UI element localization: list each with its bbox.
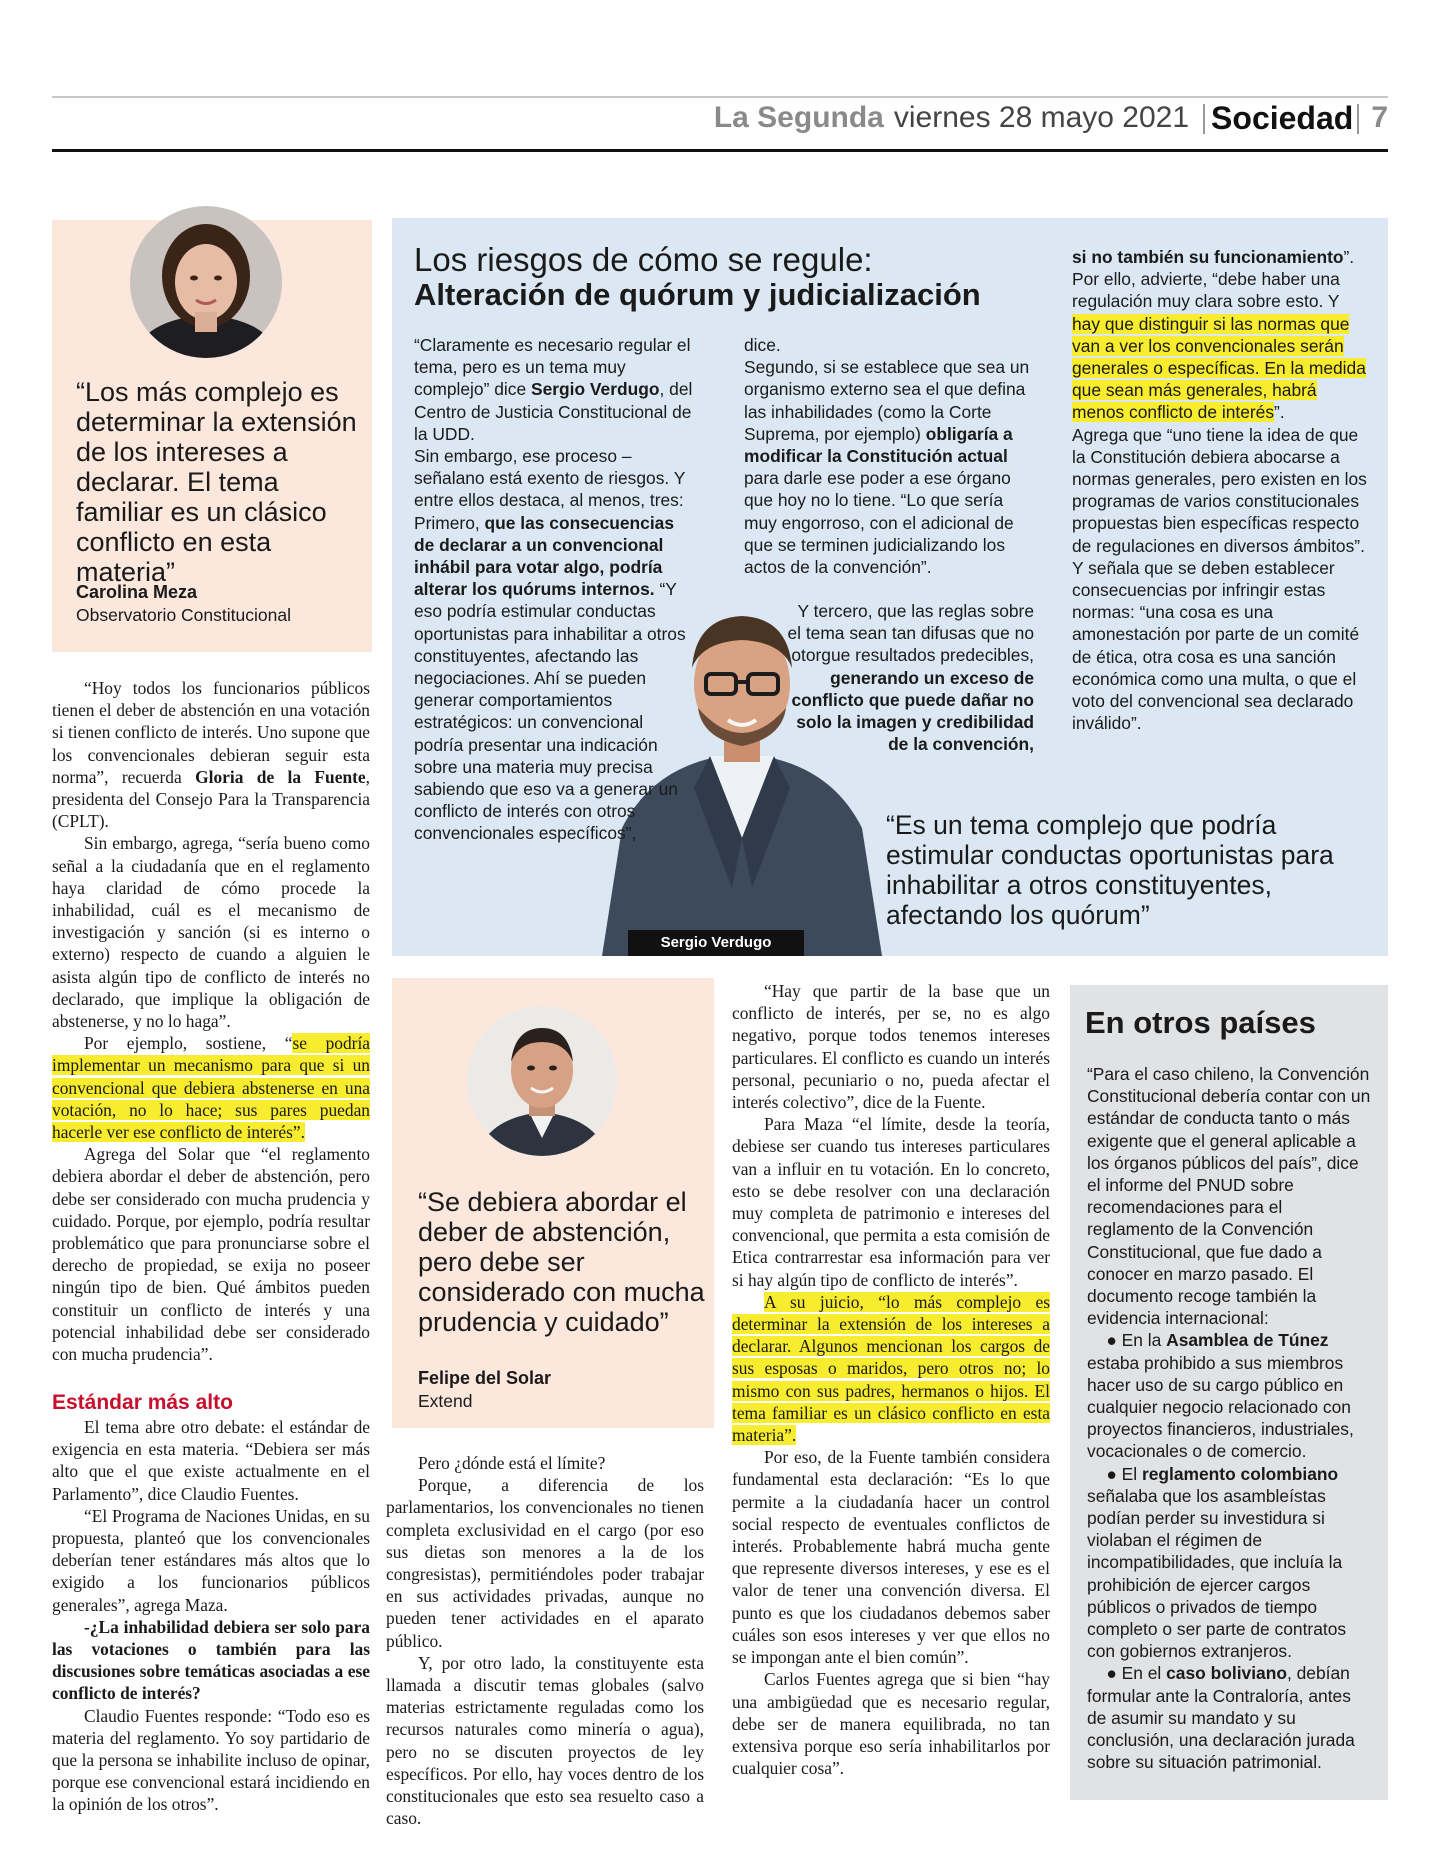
- quote-meza-text: “Los más complejo es determinar la extensión de los intereses a declarar. El tema familiar es un clásico conflicto en esta materia”: [76, 377, 357, 587]
- quote-solar-org: Extend: [418, 1391, 473, 1411]
- sidebar-text: “Para el caso chileno, la Convención Constitucional debería contar con un estándar de conducta tanto o más exigente que el general aplicable a los órganos públicos del país”, dice el informe del PNUD sobre recomendaciones para el reglamento de la Convención Constitucional, que fue dado a conocer en marzo pasado. El documento recoge también la evidencia internacional: ● En la Asamblea de Túnez estaba prohibido a sus miembros hacer uso de su cargo público en cualquier negocio relacionado con proyectos financieros, industriales, vocacionales o de comercio. ● El reglamento colombiano señalaba que los asambleístas podían perder su investidura si violaban el régimen de incompatibilidades, que incluía la prohibición de ejercer cargos públicos o privados de tiempo completo o ser parte de contratos con gobiernos extranjeros. ● En el caso boliviano, debían formular ante la Contraloría, antes de asumir su mandato y su conclusión, una declaración jurada sobre su situación patrimonial.: [1087, 1064, 1371, 1773]
- feature-column-b-right: Y tercero, que las reglas sobre el tema sean tan difusas que no otorgue resultados predecibles, generando un exceso de conflicto que puede dañar no solo la imagen y credibilidad de la convención,: [787, 601, 1034, 755]
- feature-column-a: “Claramente es necesario regular el tema, pero es un tema muy complejo” dice Sergio Verdugo, del Centro de Justicia Constitucional de la UDD. Sin embargo, ese proceso –señalano está exento de riesgos. Y entre ellos destaca, al menos, tres: Primero, que las consecuencias de declarar a un convencional inhábil para votar algo, podría alterar los quórums internos. “Y eso podría estimular conductas oportunistas para inhabilitar a otros constituyentes, afectando las negociaciones. Ahí se pueden generar comportamientos estratégicos: un convencional podría presentar una indicación sobre una materia muy precisa sabiendo que eso va a generar un conflicto de interés con otros convencionales específicos”,: [414, 335, 693, 844]
- feature-column-b: dice. Segundo, si se establece que sea un organismo externo sea el que defina las inhabilidades (como la Corte Suprema, por ejemplo) obligaría a modificar la Constitución actual para darle ese poder a ese órgano que hoy no lo tiene. “Lo que sería muy engorroso, con el adicional de que se terminen judicializando los actos de la convención”.: [744, 335, 1030, 578]
- feature-title: Los riesgos de cómo se regule:: [414, 241, 873, 278]
- article-column-1: “Hoy todos los funcionarios públicos tienen el deber de abstención en una votación si tienen conflicto de interés. Uno supone que los convencionales debieran seguir esta norma”, recuerda Gloria de la Fuente, presidenta del Consejo Para la Transparencia (CPLT). Sin embargo, agrega, “sería bueno como señal a la ciudadanía que en el reglamento haya claridad de cómo procede la inhabilidad, cuál es el mecanismo de investigación y sanción (si es interno o externo) respecto de cuando a alguien le asista algún tipo de conflicto de interés no declarado, que implique la obligación de abstenerse, y no lo haga”. Por ejemplo, sostiene, “se podría implementar un mecanismo para que si un convencional que debiera abstenerse en una votación, no lo hace; sus pares puedan hacerle ver ese conflicto de interés”. Agrega del Solar que “el reglamento debiera abordar el deber de abstención, pero debe ser considerado con mucha prudencia y cuidado. Porque, por ejemplo, podría resultar problemático que para pronunciarse sobre el derecho de propiedad, se exija no poseer ningún tipo de bien. Qué ámbitos pueden constituir un conflicto de interés y una potencial inhabilidad debe ser considerado con mucha prudencia”.: [52, 678, 370, 1365]
- masthead: [714, 98, 1388, 138]
- article-column-2: Pero ¿dónde está el límite? Porque, a diferencia de los parlamentarios, los convencionales no tienen completa exclusividad en el cargo (por eso sus dietas son menores a la de los congresistas), permitiéndoles poder trabajar en sus actividades privadas, aunque no pueden tener actividades en el aparato público. Y, por otro lado, la constituyente esta llamada a discutir temas globales (salvo materias estrictamente reguladas como los recursos naturales como minería o agua), pero no se discuten proyectos de ley específicos. Por ello, hay voces dentro de los constitucionales que esto sea resuelto caso a caso.: [386, 1453, 704, 1829]
- article-column-3: “Hay que partir de la base que un conflicto de interés, per se, no es algo negativo, porque todos tenemos intereses particulares. El conflicto es cuando un interés personal, pecuniario o no, pueda afectar el interés colectivo”, dice de la Fuente. Para Maza “el límite, desde la teoría, debiese ser cuando tus intereses particulares van a influir en tu votación. En lo concreto, esto se debe resolver con una declaración muy completa de patrimonio e intereses del convencional, que permita a esta comisión de Etica contrarrestar esa información para ver si hay algún tipo de conflicto de interés”. A su juicio, “lo más complejo es determinar la extensión de los intereses a declarar. Algunos mencionan los cargos de sus esposas o maridos, pero otros no; lo mismo con sus padres, hermanos o hijos. El tema familiar es un clásico conflicto en esta materia”. Por eso, de la Fuente también considera fundamental esta declaración: “Es lo que permite a la ciudadanía hacer un control social respecto de eventuales conflictos de interés. Probablemente habrá mucha gente que represente diversos intereses, y ese es el valor de tener una convención diversa. El punto es que los ciudadanos debemos saber cuáles son esos intereses y ver que ellos no se impongan ante el bien común”. Carlos Fuentes agrega que si bien “hay una ambigüedad que es necesario regular, debe ser de manera equilibrada, no tan extensiva porque eso sería inhabilitarlos por cualquier cosa”.: [732, 981, 1050, 1779]
- portrait-carolina-meza-icon: [130, 206, 282, 358]
- quote-solar-name: Felipe del Solar: [418, 1368, 552, 1388]
- section-name: Sociedad: [1211, 100, 1354, 136]
- quote-box-meza: [52, 220, 372, 652]
- page-number: 7: [1371, 101, 1388, 134]
- quote-solar-text: “Se debiera abordar el deber de abstención, pero debe ser considerado con mucha prudencia y cuidado”: [418, 1187, 705, 1337]
- masthead-divider: [1203, 104, 1205, 134]
- feature-subtitle: Alteración de quórum y judicialización: [414, 277, 981, 312]
- quote-meza-org: Observatorio Constitucional: [76, 605, 291, 625]
- photo-caption: Sergio Verdugo: [628, 930, 804, 956]
- paper-name: La Segunda: [713, 101, 884, 134]
- article-column-1-cont: El tema abre otro debate: el estándar de exigencia en esta materia. “Debiera ser más alto que el que existe actualmente en el Parlamento”, dice Claudio Fuentes. “El Programa de Naciones Unidas, en su propuesta, planteó que los convencionales deberían tener estándares más altos que lo exigido a los funcionarios públicos generales”, agrega Maza. -¿La inhabilidad debiera ser solo para las votaciones o también para las discusiones sobre temáticas asociadas a ese conflicto de interés? Claudio Fuentes responde: “Todo eso es materia del reglamento. Yo soy partidario de que la persona se inhabilite incluso de opinar, porque ese convencional estará incidiendo en la opinión de los otros”.: [52, 1417, 370, 1815]
- quote-box-solar: [392, 978, 714, 1428]
- issue-date: viernes 28 mayo 2021: [893, 101, 1190, 134]
- portrait-felipe-del-solar-icon: [467, 1006, 617, 1156]
- sidebar-otros-paises: [1070, 985, 1388, 1800]
- header-rule: [52, 149, 1388, 152]
- subhead-estandar: Estándar más alto: [52, 1391, 233, 1414]
- quote-meza-name: Carolina Meza: [76, 582, 198, 602]
- masthead-divider: [1357, 104, 1359, 134]
- feature-pull-quote: “Es un tema complejo que podría estimular conductas oportunistas para inhabilitar a otros constituyentes, afectando los quórum”: [886, 810, 1334, 930]
- sidebar-title: En otros países: [1085, 1005, 1316, 1040]
- feature-box-riesgos: [392, 218, 1388, 956]
- feature-column-c: si no también su funcionamiento”. Por ello, advierte, “debe haber una regulación muy clara sobre esto. Y hay que distinguir si las normas que van a ver los convencionales serán generales o específicas. En la medida que sean más generales, habrá menos conflicto de interés”. Agrega que “uno tiene la idea de que la Constitución debiera abocarse a normas generales, pero existen en los programas de varios constitucionales propuestas bien específicas respecto de regulaciones en diversos ámbitos”. Y señala que se deben establecer consecuencias por infringir estas normas: “una cosa es una amonestación por parte de un comité de ética, otra cosa es una sanción económica como una multa, o que el voto del convencional sea declarado inválido”.: [1072, 247, 1367, 734]
